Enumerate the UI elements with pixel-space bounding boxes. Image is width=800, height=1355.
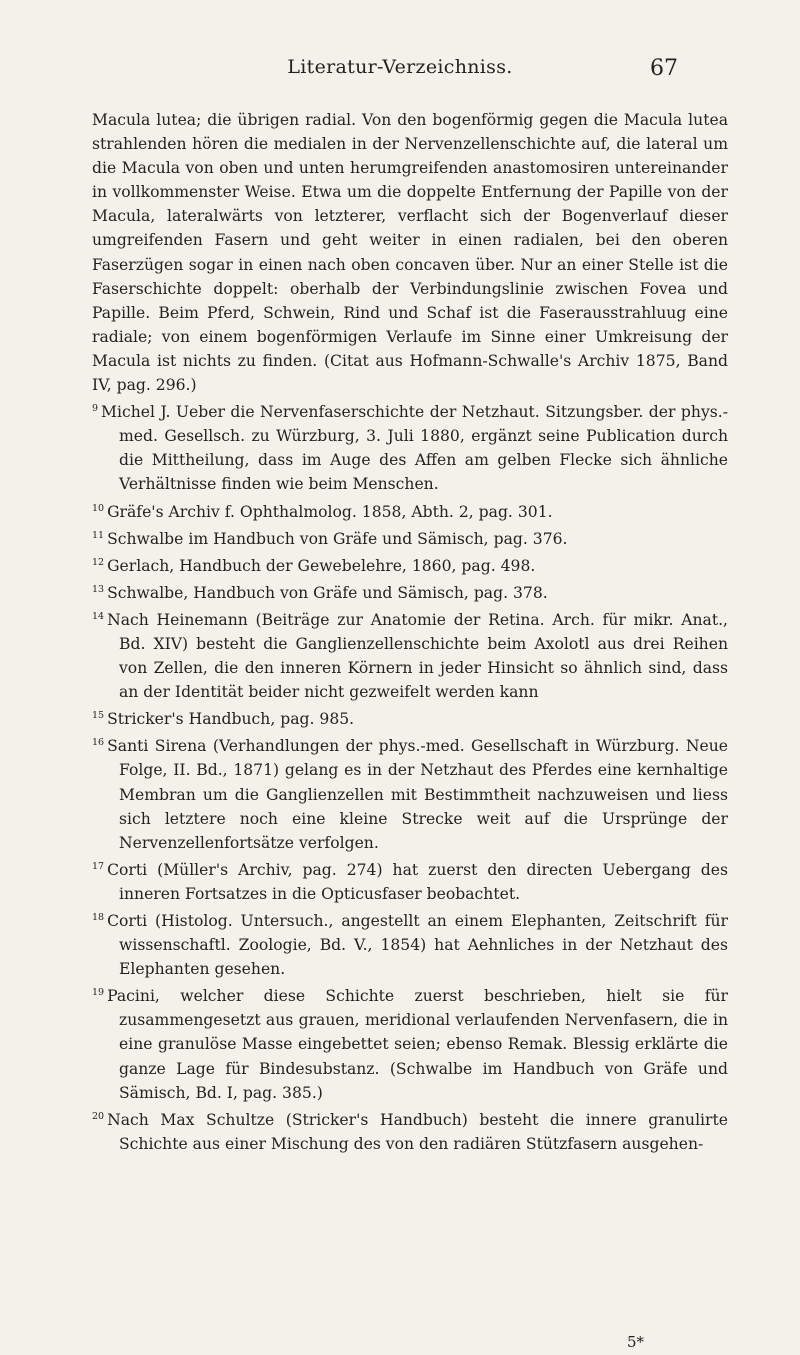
footnote-10 (92, 497, 728, 524)
footnote-number: 19 (92, 987, 105, 999)
footnote-text: Michel J. Ueber die Nervenfaserschichte der Netzhaut. Sitzungsber. der phys.-med. Gesellsch. zu Würzburg, 3. Juli 1880, ergänzt seine Publication durch die Mittheilung, dass im Auge des Affen am gelben Flecke sich ähnliche Verhältnisse finden wie beim Menschen. (101, 403, 728, 494)
footnote-text: Corti (Müller's Archiv, pag. 274) hat zuerst den directen Uebergang des inneren Fortsatzes in die Opticusfaser beobachtet. (107, 860, 728, 903)
footnote-text: Stricker's Handbuch, pag. 985. (107, 710, 355, 729)
footnote-text: Corti (Histolog. Untersuch., angestellt an einem Elephanten, Zeitschrift für wissenschaftl. Zoologie, Bd. V., 1854) hat Aehnliches in der Netzhaut des Elephanten gesehen. (107, 912, 728, 979)
footnote-number: 18 (92, 912, 105, 923)
footnote-number: 10 (92, 502, 105, 514)
footnote-number: 9 (92, 403, 99, 415)
running-head: Literatur-Verzeichniss. (287, 56, 513, 78)
footnote-number: 14 (92, 610, 105, 622)
footnote-text: Schwalbe, Handbuch von Gräfe und Sämisch, pag. 378. (107, 583, 548, 602)
footnote-12 (92, 551, 728, 578)
footnote-15 (92, 704, 728, 731)
footnote-text: Pacini, welcher diese Schichte zuerst beschrieben, hielt sie für zusammengesetzt aus grauen, meridional verlaufenden Nervenfasern, die in eine granulöse Masse eingebettet seien; ebenso Remak. Blessig erklärte die ganze Lage für Bindesubstanz. (Schwalbe im Handbuch von Gräfe und Sämisch, Bd. I, pag. 385.) (107, 987, 728, 1102)
footnote-14 (92, 605, 728, 704)
sheet-signature: 5* (626, 1333, 644, 1351)
footnote-number: 16 (92, 737, 105, 749)
page-header (0, 56, 800, 90)
footnote-19 (92, 981, 728, 1104)
intro-paragraph: Macula lutea; die übrigen radial. Von den bogenförmig gegen die Macula lutea strahlenden hören die medialen in der Nervenzellenschichte auf, die lateral um die Macula von oben und unten herumgreifenden anastomosiren untereinander in vollkommenster Weise. Etwa um die doppelte Entfernung der Papille von der Macula, lateralwärts von letzterer, verflacht sich der Bogenverlauf dieser umgreifenden Fasern und geht weiter in einen radialen, bei den oberen Faserzügen sogar in einen nach oben concaven über. Nur an einer Stelle ist die Faserschichte doppelt: oberhalb der Verbindungslinie zwischen Fovea und Papille. Beim Pferd, Schwein, Rind und Schaf ist die Faserausstrahluug eine radiale; von einem bogenförmigen Verlaufe im Sinne einer Umkreisung der Macula ist nichts zu finden. (Citat aus Hofmann-Schwalle's Archiv 1875, Band IV, pag. 296.) (92, 111, 728, 395)
footnote-number: 12 (92, 556, 105, 568)
body-text (92, 108, 728, 1156)
footnote-text: Nach Heinemann (Beiträge zur Anatomie der Retina. Arch. für mikr. Anat., Bd. XIV) besteht die Ganglienzellenschichte beim Axolotl aus drei Reihen von Zellen, die den inneren Körnern in jeder Hinsicht so ähnlich sind, dass an der Identität beider nicht gezweifelt werden kann (107, 610, 728, 702)
footnote-18 (92, 906, 728, 981)
footnote-list (92, 397, 728, 1156)
footnote-text: Gerlach, Handbuch der Gewebelehre, 1860, pag. 498. (107, 556, 536, 575)
footnote-number: 20 (92, 1110, 105, 1122)
footnote-17 (92, 855, 728, 906)
page-number: 67 (650, 56, 678, 81)
footnote-16 (92, 731, 728, 854)
footnote-text: Schwalbe im Handbuch von Gräfe und Sämisch, pag. 376. (107, 529, 568, 548)
footnote-11 (92, 524, 728, 551)
footnote-number: 11 (92, 529, 105, 541)
footnote-20 (92, 1105, 728, 1156)
footnote-13 (92, 578, 728, 605)
footnote-number: 13 (92, 583, 105, 595)
footnote-9 (92, 397, 728, 496)
footnote-text: Gräfe's Archiv f. Ophthalmolog. 1858, Abth. 2, pag. 301. (107, 502, 553, 521)
footnote-number: 17 (92, 860, 105, 872)
footnote-text: Santi Sirena (Verhandlungen der phys.-med. Gesellschaft in Würzburg. Neue Folge, II. Bd., 1871) gelang es in der Netzhaut des Pferdes eine kernhaltige Membran um die Ganglienzellen mit Bestimmtheit nachzuweisen und liess sich letztere noch eine kleine Strecke weit auf die Ursprünge der Nervenzellenfortsätze verfolgen. (107, 737, 728, 852)
footnote-number: 15 (92, 710, 105, 722)
footnote-text: Nach Max Schultze (Stricker's Handbuch) besteht die innere granulirte Schichte aus einer Mischung des von den radiären Stützfasern ausgehen- (107, 1110, 728, 1153)
